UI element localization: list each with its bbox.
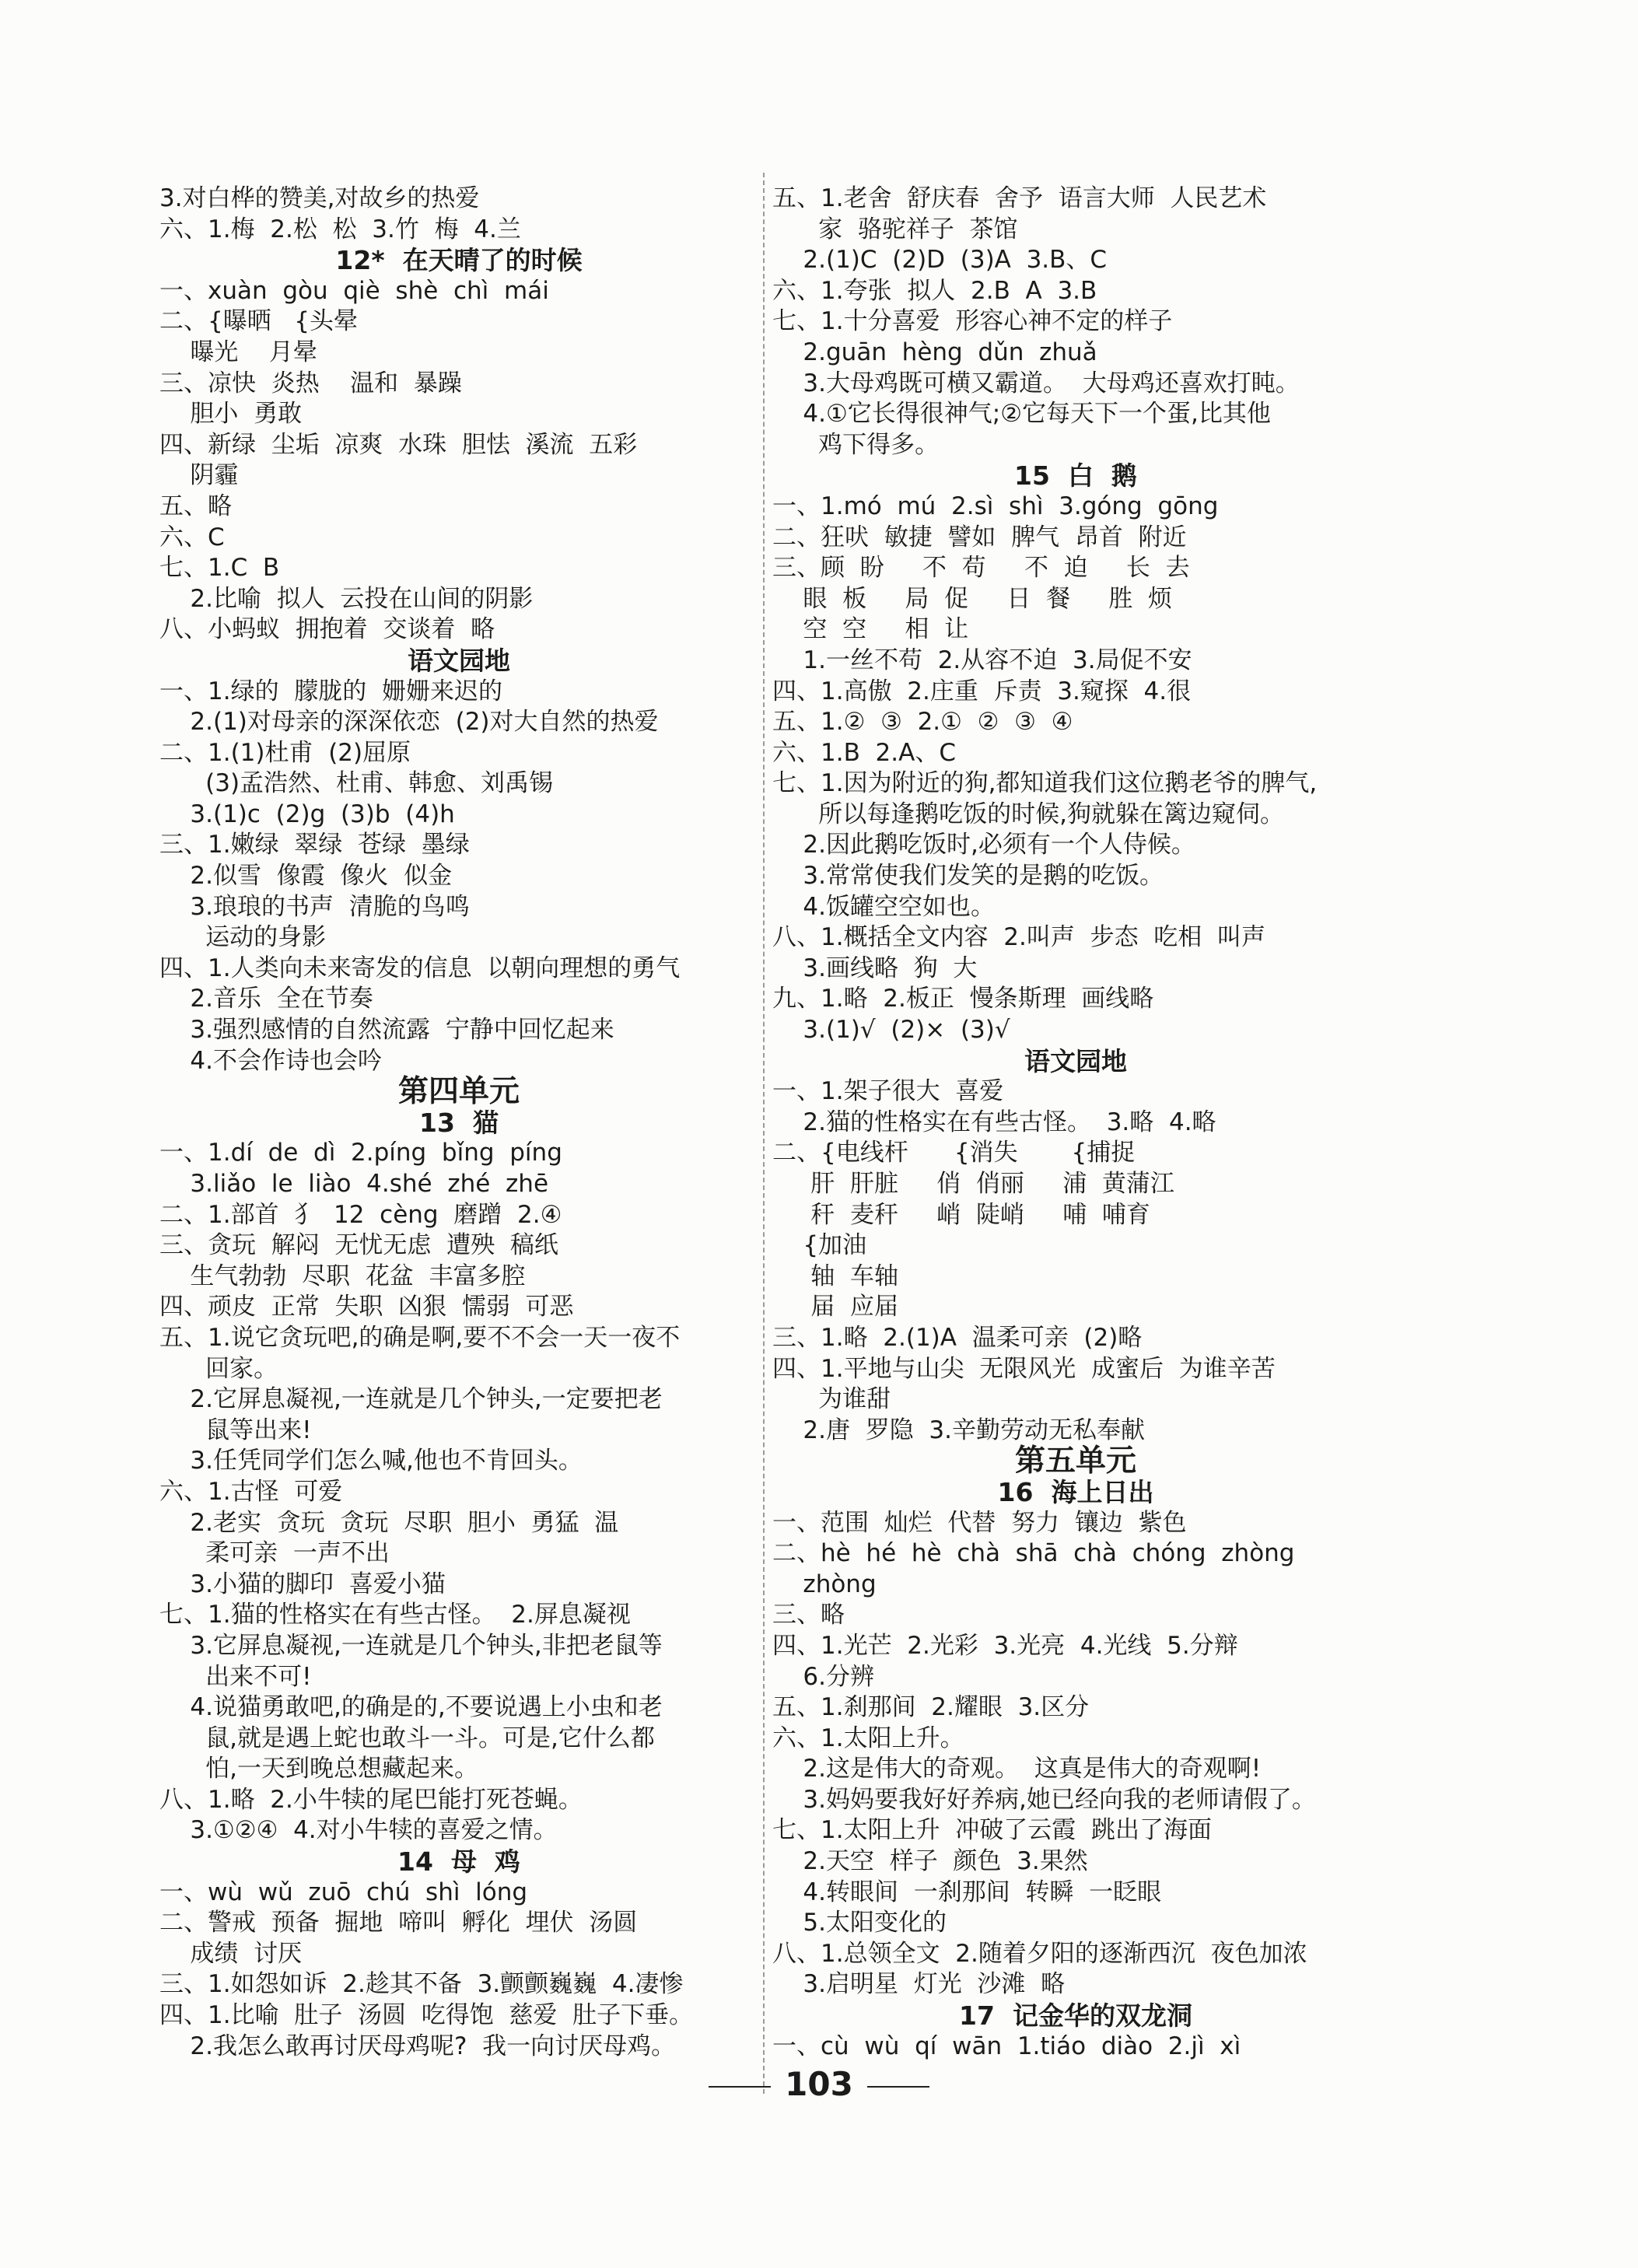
answer-line: 三、凉快 炎热 温和 暴躁 <box>159 369 462 397</box>
answer-line: 七、1.十分喜爱 形容心神不定的样子 <box>772 307 1173 336</box>
answer-line: 家 骆驼祥子 茶馆 <box>772 215 1018 243</box>
section-heading: 15 白 鹅 <box>1014 460 1137 492</box>
answer-line: 2.唐 罗隐 3.辛勤劳动无私奉献 <box>772 1416 1145 1444</box>
answer-line: 二、hè hé hè chà shā chà chóng zhòng <box>772 1539 1295 1568</box>
answer-line: 2.比喻 拟人 云投在山间的阴影 <box>159 584 534 613</box>
answer-line: 3.(1)c (2)g (3)b (4)h <box>159 800 455 828</box>
answer-line: 2.似雪 像霞 像火 似金 <box>159 862 453 891</box>
answer-line: 肝 肝脏 俏 俏丽 浦 黄蒲江 <box>772 1170 1174 1198</box>
answer-line: 一、范围 灿烂 代替 努力 镶边 紫色 <box>772 1508 1187 1537</box>
answer-line: 四、1.高傲 2.庄重 斥责 3.窥探 4.很 <box>772 677 1192 705</box>
answer-line: 届 应届 <box>772 1293 898 1321</box>
answer-line: 八、1.总领全文 2.随着夕阳的逐渐西沉 夜色加浓 <box>772 1939 1307 1968</box>
answer-line: 2.天空 样子 颜色 3.果然 <box>772 1847 1088 1876</box>
answer-line: 三、顾 盼 不 苟 不 迫 长 去 <box>772 554 1190 583</box>
answer-line: 2.老实 贪玩 贪玩 尽职 胆小 勇猛 温 <box>159 1508 619 1537</box>
answer-line: 六、C <box>159 523 225 551</box>
answer-line: 3.(1)√ (2)× (3)√ <box>772 1016 1010 1045</box>
answer-line: 一、1.绿的 朦胧的 姗姗来迟的 <box>159 677 502 705</box>
answer-line: 2.guān hèng dǔn zhuǎ <box>772 338 1097 366</box>
answer-line: 一、1.dí de dì 2.píng bǐng píng <box>159 1139 562 1167</box>
answer-line: 2.它屏息凝视,一连就是几个钟头,一定要把老 <box>159 1385 663 1414</box>
answer-line: 一、wù wǔ zuō chú shì lóng <box>159 1878 528 1906</box>
answer-line: 4.不会作诗也会吟 <box>159 1046 382 1075</box>
answer-line: 回家。 <box>159 1354 278 1383</box>
answer-line: 五、1.说它贪玩吧,的确是啊,要不不会一天一夜不 <box>159 1323 681 1352</box>
answer-line: 一、1.架子很大 喜爱 <box>772 1077 1004 1106</box>
answer-line: 一、1.mó mú 2.sì shì 3.góng gōng <box>772 492 1219 520</box>
answer-line: 3.启明星 灯光 沙滩 略 <box>772 1970 1066 1999</box>
answer-line: 1.一丝不苟 2.从容不迫 3.局促不安 <box>772 646 1192 674</box>
answer-line: 八、1.略 2.小牛犊的尾巴能打死苍蝇。 <box>159 1785 583 1814</box>
answer-line: 成绩 讨厌 <box>159 1939 303 1968</box>
answer-line: 五、1.② ③ 2.① ② ③ ④ <box>772 708 1073 737</box>
answer-line: (3)孟浩然、杜甫、韩愈、刘禹锡 <box>159 769 554 798</box>
left-answer-column <box>159 184 758 2062</box>
answer-line: 4.说猫勇敢吧,的确是的,不要说遇上小虫和老 <box>159 1693 663 1722</box>
answer-line: 3.常常使我们发笑的是鹅的吃饭。 <box>772 862 1164 891</box>
answer-line: 鼠等出来! <box>159 1416 312 1444</box>
answer-line: 六、1.梅 2.松 松 3.竹 梅 4.兰 <box>159 215 521 243</box>
answer-line: 七、1.因为附近的狗,都知道我们这位鹅老爷的脾气, <box>772 769 1318 798</box>
answer-line: 5.太阳变化的 <box>772 1909 947 1937</box>
answer-line: 3.琅琅的书声 清脆的鸟鸣 <box>159 892 470 921</box>
answer-line: 七、1.太阳上升 冲破了云霞 跳出了海面 <box>772 1816 1212 1845</box>
answer-line: 2.这是伟大的奇观。 这真是伟大的奇观啊! <box>772 1755 1262 1783</box>
answer-line: 2.我怎么敢再讨厌母鸡呢? 我一向讨厌母鸡。 <box>159 2032 676 2060</box>
answer-line: 二、{曝晒 {头晕 <box>159 307 359 336</box>
section-heading: 12* 在天晴了的时候 <box>335 245 583 276</box>
answer-line: 四、1.比喻 肚子 汤圆 吃得饱 慈爱 肚子下垂。 <box>159 2001 694 2030</box>
answer-line: 运动的身影 <box>159 923 327 952</box>
answer-line: 二、1.部首 犭 12 cèng 磨蹭 2.④ <box>159 1200 562 1229</box>
answer-line: 怕,一天到晚总想藏起来。 <box>159 1755 478 1783</box>
answer-line: 八、1.概括全文内容 2.叫声 步态 吃相 叫声 <box>772 923 1265 952</box>
answer-line: 九、1.略 2.板正 慢条斯理 画线略 <box>772 985 1154 1013</box>
answer-line: 生气勃勃 尽职 花盆 丰富多腔 <box>159 1262 526 1290</box>
answer-line: 鸡下得多。 <box>772 430 940 459</box>
answer-line: 四、1.平地与山尖 无限风光 成蜜后 为谁辛苦 <box>772 1354 1276 1383</box>
answer-line: 2.因此鹅吃饭时,必须有一个人侍候。 <box>772 831 1195 859</box>
answer-line: 6.分辨 <box>772 1662 874 1691</box>
answer-line: 眼 板 局 促 日 餐 胜 烦 <box>772 584 1173 613</box>
answer-line: 3.小猫的脚印 喜爱小猫 <box>159 1570 446 1598</box>
right-answer-column <box>772 184 1379 2062</box>
answer-line: 三、1.如怨如诉 2.趁其不备 3.颤颤巍巍 4.凄惨 <box>159 1970 684 1999</box>
answer-line: 空 空 相 让 <box>772 615 969 644</box>
answer-line: 3.妈妈要我好好养病,她已经向我的老师请假了。 <box>772 1785 1316 1814</box>
answer-line: 所以每逢鹅吃饭的时候,狗就躲在篱边窥伺。 <box>772 800 1284 828</box>
answer-line: 曝光 月晕 <box>159 338 317 366</box>
section-heading: 16 海上日出 <box>997 1476 1154 1507</box>
answer-line: 五、1.刹那间 2.耀眼 3.区分 <box>772 1693 1090 1722</box>
answer-line: 二、警戒 预备 掘地 啼叫 孵化 埋伏 汤圆 <box>159 1909 638 1937</box>
section-heading: 语文园地 <box>408 645 510 676</box>
answer-line: 七、1.猫的性格实在有些古怪。 2.屏息凝视 <box>159 1601 631 1629</box>
answer-line: 为谁甜 <box>772 1385 891 1414</box>
section-heading: 13 猫 <box>419 1107 499 1138</box>
answer-line: 3.大母鸡既可横又霸道。 大母鸡还喜欢打盹。 <box>772 369 1300 397</box>
section-heading: 语文园地 <box>1024 1045 1127 1076</box>
answer-line: 3.①②④ 4.对小牛犊的喜爱之情。 <box>159 1816 558 1845</box>
answer-line: 胆小 勇敢 <box>159 400 303 429</box>
answer-line: 4.①它长得很神气;②它每天下一个蛋,比其他 <box>772 400 1271 429</box>
answer-line: 八、小蚂蚁 拥抱着 交谈着 略 <box>159 615 495 644</box>
answer-line: 三、略 <box>772 1601 845 1629</box>
answer-line: 出来不可! <box>159 1662 312 1691</box>
answer-line: 二、狂吠 敏捷 譬如 脾气 昂首 附近 <box>772 523 1187 551</box>
answer-line: 3.任凭同学们怎么喊,他也不肯回头。 <box>159 1447 583 1475</box>
column-divider <box>763 173 765 2094</box>
answer-line: 3.对白桦的赞美,对故乡的热爱 <box>159 184 480 212</box>
section-heading: 第五单元 <box>1014 1444 1136 1479</box>
page-number-footer <box>0 2065 1638 2103</box>
answer-line: 二、1.(1)杜甫 (2)屈原 <box>159 738 411 767</box>
answer-line: 五、略 <box>159 492 232 520</box>
answer-line: 4.转眼间 一刹那间 转瞬 一眨眼 <box>772 1878 1162 1906</box>
answer-line: 五、1.老舍 舒庆春 舍予 语言大师 人民艺术 <box>772 184 1267 212</box>
answer-line: 四、1.人类向未来寄发的信息 以朝向理想的勇气 <box>159 954 681 982</box>
answer-line: 三、贪玩 解闷 无忧无虑 遭殃 稿纸 <box>159 1231 558 1260</box>
answer-line: 阴霾 <box>159 461 239 490</box>
answer-line: 2.(1)对母亲的深深依恋 (2)对大自然的热爱 <box>159 708 659 737</box>
answer-line: 3.强烈感情的自然流露 宁静中回忆起来 <box>159 1016 614 1045</box>
section-heading: 第四单元 <box>397 1074 520 1110</box>
answer-line: 3.画线略 狗 大 <box>772 954 978 982</box>
answer-line: 六、1.古怪 可爱 <box>159 1477 343 1506</box>
answer-line: 2.音乐 全在节奏 <box>159 985 373 1013</box>
answer-line: {加油 <box>772 1231 867 1260</box>
answer-line: zhòng <box>772 1570 877 1598</box>
answer-line: 4.饭罐空空如也。 <box>772 892 995 921</box>
answer-line: 六、1.太阳上升。 <box>772 1724 964 1752</box>
answer-line: 三、1.嫩绿 翠绿 苍绿 墨绿 <box>159 831 470 859</box>
answer-line: 一、xuàn gòu qiè shè chì mái <box>159 276 549 305</box>
answer-line: 四、1.光芒 2.光彩 3.光亮 4.光线 5.分辩 <box>772 1631 1238 1660</box>
answer-line: 六、1.夸张 拟人 2.B A 3.B <box>772 276 1097 305</box>
footer-dash-right <box>867 2086 929 2088</box>
answer-line: 一、cù wù qí wān 1.tiáo diào 2.jì xì <box>772 2032 1241 2060</box>
answer-line: 四、顽皮 正常 失职 凶狠 懦弱 可恶 <box>159 1293 574 1321</box>
answer-line: 轴 车轴 <box>772 1262 898 1290</box>
answer-line: 3.liǎo le liào 4.shé zhé zhē <box>159 1170 549 1198</box>
answer-line: 秆 麦秆 峭 陡峭 哺 哺育 <box>772 1200 1150 1229</box>
answer-line: 鼠,就是遇上蛇也敢斗一斗。可是,它什么都 <box>159 1724 655 1752</box>
answer-line: 二、{电线杆 {消失 {捕捉 <box>772 1139 1136 1167</box>
answer-line: 六、1.B 2.A、C <box>772 738 956 767</box>
answer-line: 三、1.略 2.(1)A 温柔可亲 (2)略 <box>772 1323 1143 1352</box>
answer-line: 七、1.C B <box>159 554 280 583</box>
answer-line: 3.它屏息凝视,一连就是几个钟头,非把老鼠等 <box>159 1631 663 1660</box>
section-heading: 14 母 鸡 <box>397 1846 520 1878</box>
answer-line: 柔可亲 一声不出 <box>159 1539 390 1568</box>
page-number: 103 <box>785 2065 853 2103</box>
answer-line: 2.猫的性格实在有些古怪。 3.略 4.略 <box>772 1108 1216 1136</box>
answer-line: 四、新绿 尘垢 凉爽 水珠 胆怯 溪流 五彩 <box>159 430 638 459</box>
footer-dash-left <box>709 2086 771 2088</box>
answer-line: 2.(1)C (2)D (3)A 3.B、C <box>772 246 1108 275</box>
section-heading: 17 记金华的双龙洞 <box>959 2000 1192 2032</box>
